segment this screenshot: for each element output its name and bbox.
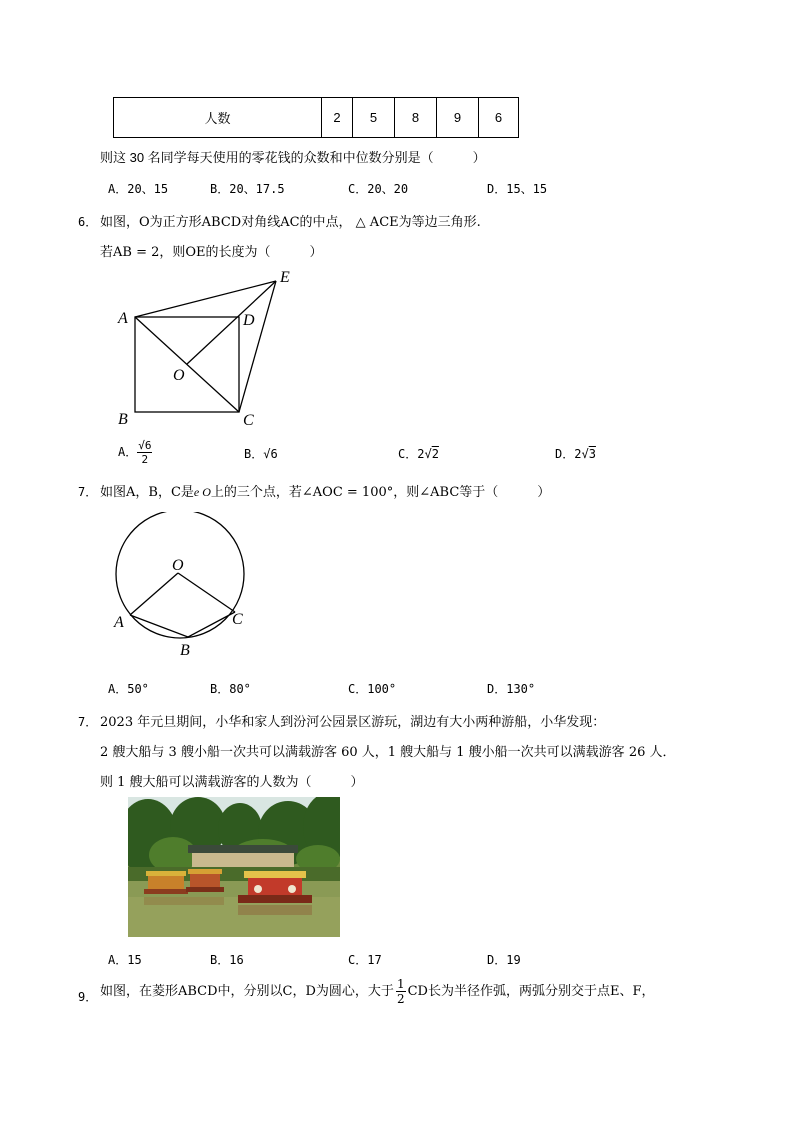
table-cell: 2 bbox=[322, 98, 353, 138]
label-a: A bbox=[118, 310, 128, 327]
table-cell: 8 bbox=[395, 98, 437, 138]
park-boats-photo bbox=[128, 797, 340, 937]
table-cell: 6 bbox=[479, 98, 519, 138]
q7b-line1: 2023 年元旦期间，小华和家人到汾河公园景区游玩，湖边有大小两种游船，小华发现： bbox=[100, 715, 606, 730]
q9-stem: 如图，在菱形ABCD中，分别以C，D为圆心，大于 $\frac{1}{2}$ CD长为半径作弧，两弧分别交于点E、F， bbox=[100, 977, 655, 1006]
q6-line2: 若AB = 2，则OE的长度为（ ） bbox=[100, 245, 323, 260]
label-c: C bbox=[232, 611, 243, 628]
circle-diagram bbox=[108, 512, 258, 662]
q5-option-d: D．15、15 bbox=[487, 182, 548, 196]
label-c: C bbox=[243, 412, 254, 429]
segment-ab bbox=[130, 615, 188, 637]
table-header-cell: 人数 bbox=[114, 98, 322, 138]
segment-ae bbox=[135, 281, 276, 317]
label-b: B bbox=[118, 411, 128, 428]
count-table bbox=[113, 97, 519, 138]
table-row bbox=[114, 98, 519, 138]
segment-bc bbox=[188, 612, 235, 637]
q7a-option-a: A．50° bbox=[108, 682, 149, 696]
q7a-option-d: D．130° bbox=[487, 682, 536, 696]
q5-option-b: B．20、17.5 bbox=[210, 182, 285, 196]
q6-line1: 如图，O为正方形ABCD对角线AC的中点， △ ACE为等边三角形. bbox=[100, 215, 481, 230]
q7b-option-c: C．17 bbox=[348, 953, 382, 967]
label-d: D bbox=[243, 312, 255, 329]
q7a-stem: 如图A，B，C是e O上的三个点，若∠AOC = 100°，则∠ABC等于（ ） bbox=[100, 485, 551, 500]
q5-stem: 则这 30 名同学每天使用的零花钱的众数和中位数分别是（ ） bbox=[100, 150, 486, 165]
q7b-line2: 2 艘大船与 3 艘小船一次共可以满载游客 60 人，1 艘大船与 1 艘小船一次共可以满载游客 26 人． bbox=[100, 745, 676, 760]
q7b-option-d: D．19 bbox=[487, 953, 521, 967]
label-a: A bbox=[114, 614, 124, 631]
label-o: O bbox=[173, 367, 185, 384]
q7a-number: 7． bbox=[78, 485, 98, 499]
q6-option-d: D．2√3 bbox=[555, 447, 596, 461]
q6-number: 6． bbox=[78, 215, 98, 229]
q5-option-a: A．20、15 bbox=[108, 182, 169, 196]
segment-oa bbox=[130, 573, 178, 615]
q7b-option-a: A．15 bbox=[108, 953, 142, 967]
diagonal-ac bbox=[135, 317, 239, 412]
q6-option-c: C．2√2 bbox=[398, 447, 439, 461]
label-o: O bbox=[172, 557, 184, 574]
label-b: B bbox=[180, 642, 190, 659]
label-e: E bbox=[280, 269, 290, 286]
q7b-option-b: B．16 bbox=[210, 953, 244, 967]
q9-number: 9． bbox=[78, 990, 98, 1004]
table-cell: 9 bbox=[437, 98, 479, 138]
segment-oc bbox=[178, 573, 235, 612]
segment-ce bbox=[239, 281, 276, 412]
table-cell: 5 bbox=[353, 98, 395, 138]
q7a-option-b: B．80° bbox=[210, 682, 251, 696]
q6-option-a: A． $\frac{√6}{2}$ bbox=[118, 439, 152, 466]
q5-option-c: C．20、20 bbox=[348, 182, 409, 196]
q7a-option-c: C．100° bbox=[348, 682, 397, 696]
segment-oe bbox=[187, 281, 276, 364]
q7b-number: 7． bbox=[78, 715, 98, 729]
square-triangle-diagram bbox=[110, 262, 310, 432]
q7b-line3: 则 1 艘大船可以满载游客的人数为（ ） bbox=[100, 775, 364, 790]
q6-option-b: B．√6 bbox=[244, 447, 278, 461]
